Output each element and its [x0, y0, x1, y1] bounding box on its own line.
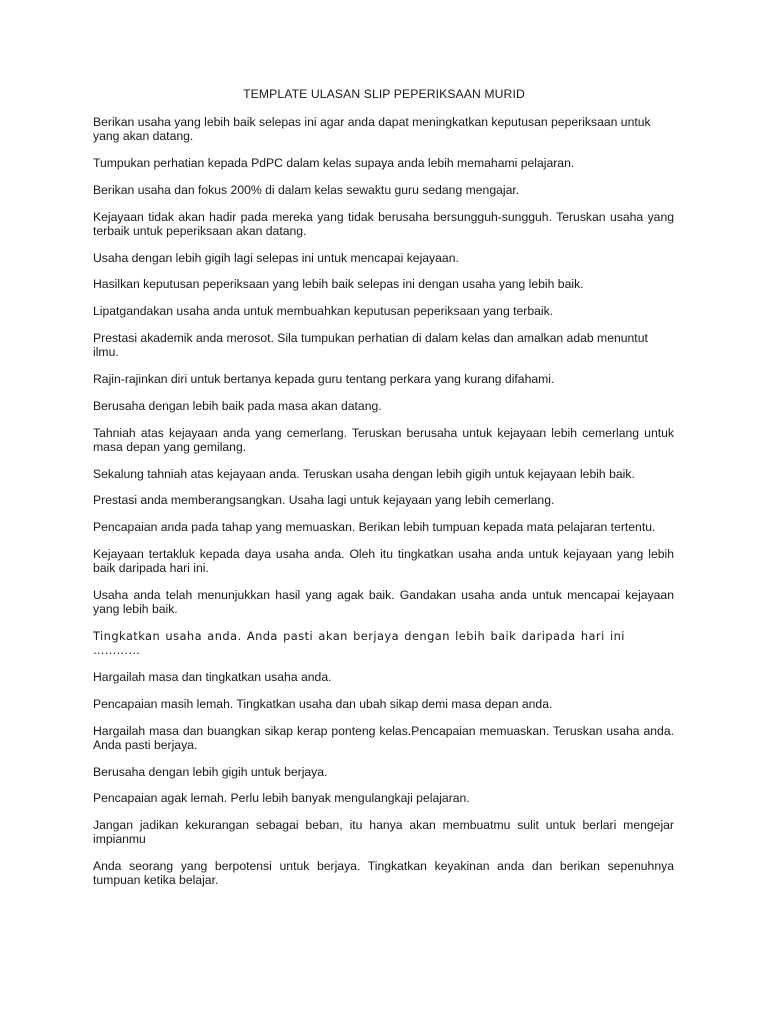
comment-paragraph-14: Pencapaian anda pada tahap yang memuaskan. Berikan lebih tumpuan kepada mata pelajaran tertentu.: [93, 520, 656, 535]
comment-paragraph-13: Prestasi anda memberangsangkan. Usaha lagi untuk kejayaan yang lebih cemerlang.: [93, 493, 555, 508]
comment-list: [93, 115, 674, 900]
comment-paragraph-22: Pencapaian agak lemah. Perlu lebih banyak mengulangkaji pelajaran.: [93, 791, 470, 806]
document-title: TEMPLATE ULASAN SLIP PEPERIKSAAN MURID: [243, 87, 525, 101]
comment-paragraph-19: Pencapaian masih lemah. Tingkatkan usaha dan ubah sikap demi masa depan anda.: [93, 696, 553, 711]
comment-paragraph-11: Tahniah atas kejayaan anda yang cemerlang. Teruskan berusaha untuk kejayaan lebih cemerlang untuk masa depan yang gemilang.: [93, 425, 674, 454]
comment-paragraph-7: Lipatgandakan usaha anda untuk membuahkan keputusan peperiksaan yang terbaik.: [93, 304, 554, 319]
comment-paragraph-16: Usaha anda telah menunjukkan hasil yang agak baik. Gandakan usaha anda untuk mencapai kejayaan yang lebih baik.: [93, 587, 674, 617]
comment-paragraph-2: Tumpukan perhatian kepada PdPC dalam kelas supaya anda lebih memahami pelajaran.: [93, 156, 575, 170]
comment-paragraph-4: Kejayaan tidak akan hadir pada mereka yang tidak berusaha bersungguh-sungguh. Teruskan usaha yang terbaik untuk peperiksaan akan datang.: [93, 209, 674, 238]
comment-paragraph-23: Jangan jadikan kekurangan sebagai beban, itu hanya akan membuatmu sulit untuk berlari mengejar impianmu: [93, 818, 674, 847]
comment-paragraph-24: Anda seorang yang berpotensi untuk berjaya. Tingkatkan keyakinan anda dan berikan sepenuhnya tumpuan ketika belajar.: [93, 859, 674, 888]
comment-paragraph-17: Tingkatkan usaha anda. Anda pasti akan berjaya dengan lebih baik daripada hari ini …………: [93, 628, 625, 658]
comment-paragraph-10: Berusaha dengan lebih baik pada masa akan datang.: [93, 398, 382, 413]
comment-paragraph-21: Berusaha dengan lebih gigih untuk berjaya.: [93, 764, 328, 779]
comment-paragraph-9: Rajin-rajinkan diri untuk bertanya kepada guru tentang perkara yang kurang difahami.: [93, 371, 555, 386]
comment-paragraph-15: Kejayaan tertakluk kepada daya usaha anda. Oleh itu tingkatkan usaha anda untuk kejayaan yang lebih baik daripada hari ini.: [93, 546, 674, 576]
comment-paragraph-5: Usaha dengan lebih gigih lagi selepas ini untuk mencapai kejayaan.: [93, 250, 459, 265]
comment-paragraph-3: Berikan usaha dan fokus 200% di dalam kelas sewaktu guru sedang mengajar.: [93, 182, 520, 197]
comment-paragraph-20: Hargailah masa dan buangkan sikap kerap ponteng kelas.Pencapaian memuaskan. Teruskan usaha anda. Anda pasti berjaya.: [93, 723, 674, 752]
comment-paragraph-1: Berikan usaha yang lebih baik selepas ini agar anda dapat meningkatkan keputusan peperiksaan untuk yang akan datang.: [93, 115, 651, 144]
comment-paragraph-12: Sekalung tahniah atas kejayaan anda. Teruskan usaha dengan lebih gigih untuk kejayaan lebih baik.: [93, 466, 635, 481]
comment-paragraph-18: Hargailah masa dan tingkatkan usaha anda.: [93, 669, 332, 684]
comment-paragraph-8: Prestasi akademik anda merosot. Sila tumpukan perhatian di dalam kelas dan amalkan adab menuntut ilmu.: [93, 330, 648, 360]
comment-paragraph-6: Hasilkan keputusan peperiksaan yang lebih baik selepas ini dengan usaha yang lebih baik.: [93, 277, 584, 292]
